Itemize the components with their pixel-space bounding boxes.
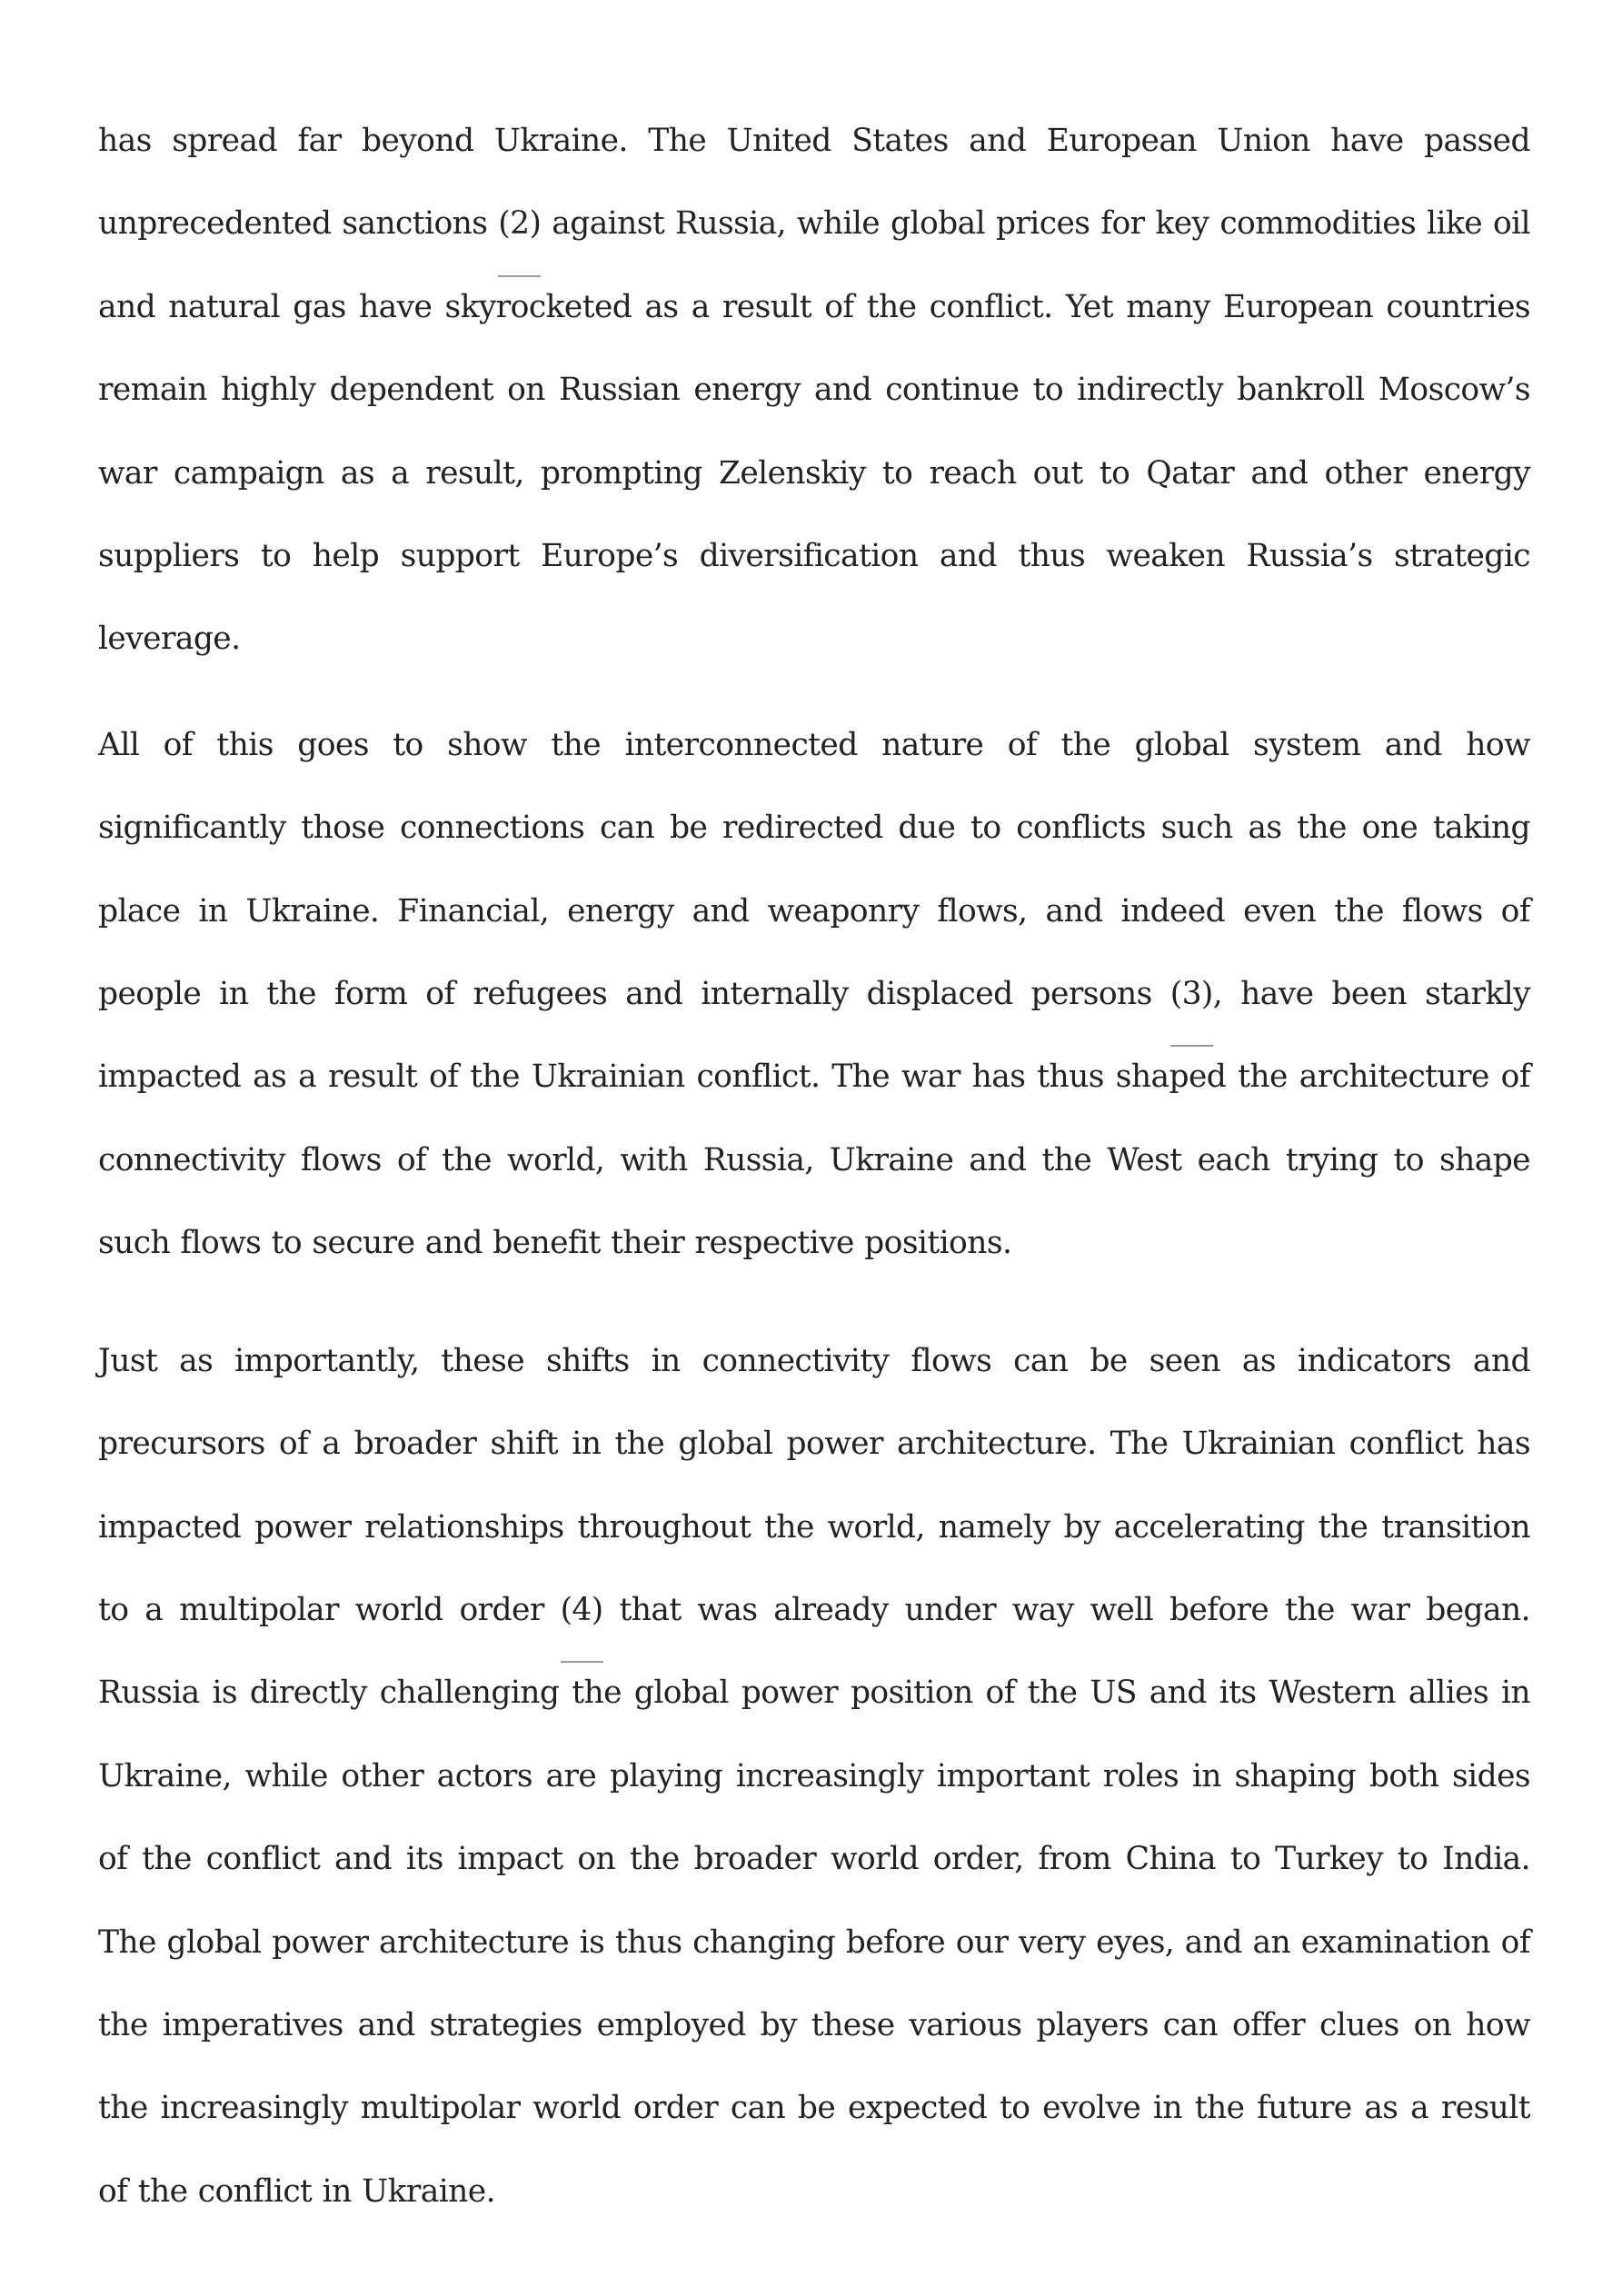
paragraph-text: Just as importantly, these shifts in connectivity flows can be seen as indicators and precursors of a broader shift in the global power architecture. The Ukrainian conflict has impacted power relationships throughout the world, namely by accelerating the transition to a multipolar world order [98, 1342, 1530, 1628]
paragraph-text: All of this goes to show the interconnected nature of the global system and how significantly those connections can be redirected due to conflicts such as the one taking place in Ukraine. Financial, energy and weaponry flows, and indeed even the flows of people in the form of refugees and internally displaced persons [98, 726, 1530, 1013]
paragraph-2 [98, 704, 1530, 1286]
paragraph-3 [98, 1320, 1530, 2233]
reference-link-4[interactable]: (4) [561, 1569, 603, 1652]
paragraph-text: has spread far beyond Ukraine. The United States and European Union have passed unprecedented sanctions [98, 123, 1530, 243]
document-page [98, 100, 1530, 2233]
reference-link-3[interactable]: (3) [1170, 953, 1213, 1036]
paragraph-text: against Russia, while global prices for key commodities like oil and natural gas have skyrocketed as a result of the conflict. Yet many European countries remain highly dependent on Russian energy and continue to indirectly bankroll Moscow’s war campaign as a result, prompting Zelenskiy to reach out to Qatar and other energy suppliers to help support Europe’s diversification and thus weaken Russia’s strategic leverage. [98, 205, 1530, 658]
paragraph-text: that was already under way well before the war began. Russia is directly challenging the global power position of the US and its Western allies in Ukraine, while other actors are playing increasingly important roles in shaping both sides of the conflict and its impact on the broader world order, from China to Turkey to India. The global power architecture is thus changing before our very eyes, and an examination of the imperatives and strategies employed by these various players can offer clues on how the increasingly multipolar world order can be expected to evolve in the future as a result of the conflict in Ukraine. [98, 1591, 1530, 2210]
paragraph-text: , have been starkly impacted as a result of the Ukrainian conflict. The war has thus shaped the architecture of connectivity flows of the world, with Russia, Ukraine and the West each trying to shape such flows to secure and benefit their respective positions. [98, 976, 1530, 1262]
paragraph-1 [98, 100, 1530, 681]
reference-link-2[interactable]: (2) [498, 183, 541, 265]
